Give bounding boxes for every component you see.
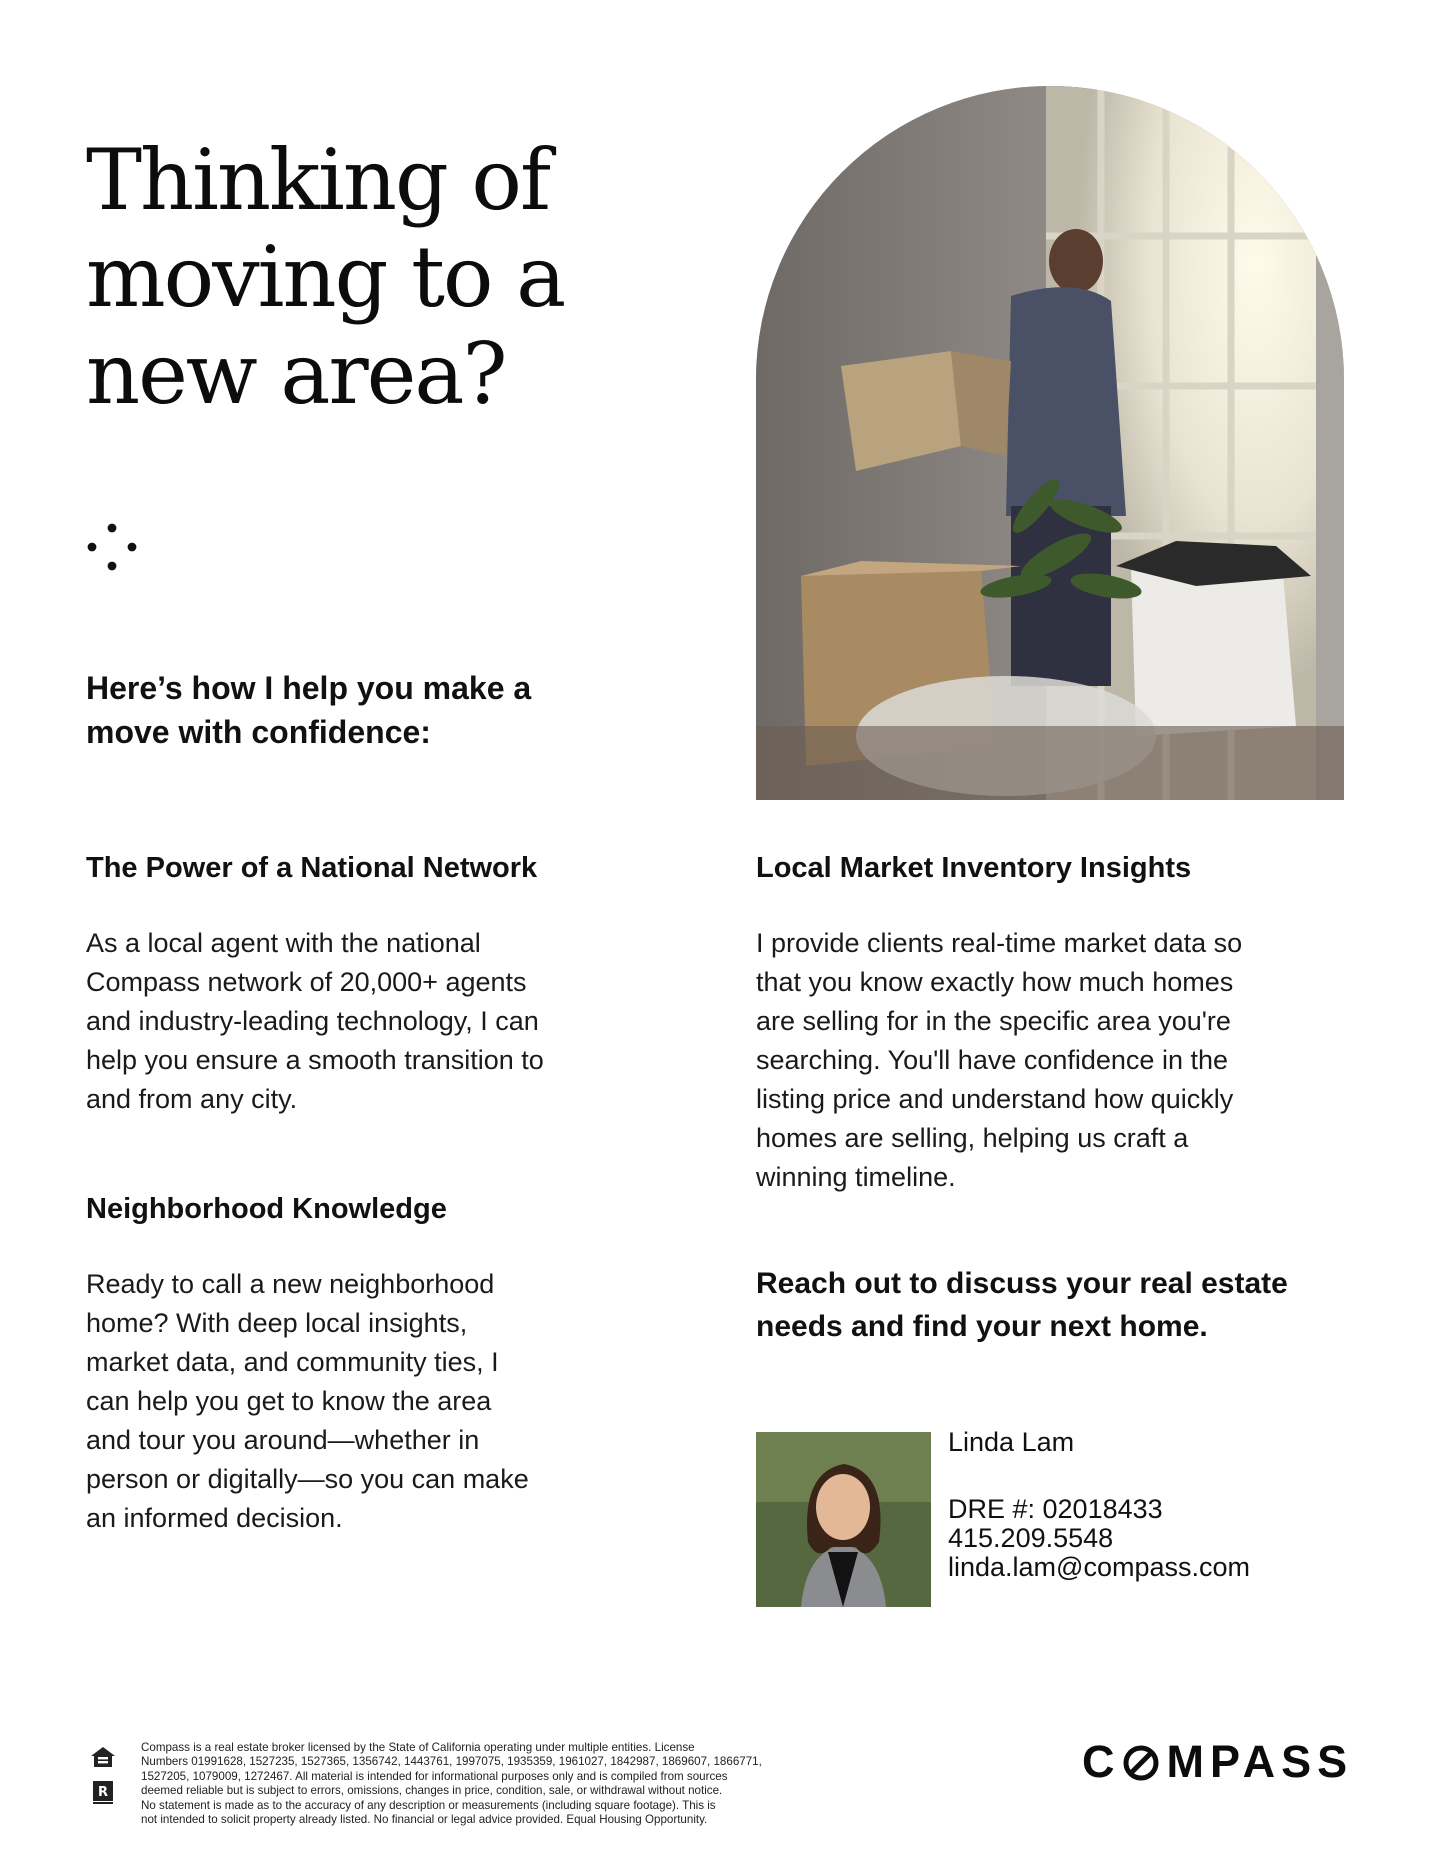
- logo-text-start: C: [1082, 1736, 1121, 1787]
- section-inventory-insights: [756, 850, 1376, 1197]
- moving-photo: [756, 86, 1344, 800]
- moving-photo-illustration: [756, 86, 1344, 800]
- body-line: are selling for in the specific area you're: [756, 1006, 1231, 1036]
- agent-name: Linda Lam: [948, 1427, 1075, 1457]
- body-line: and from any city.: [86, 1084, 298, 1114]
- body-line: As a local agent with the national: [86, 928, 481, 958]
- compass-dots-icon: [86, 522, 138, 574]
- headline: [86, 132, 646, 423]
- body-line: listing price and understand how quickly: [756, 1084, 1234, 1114]
- disclaimer-line: 1527205, 1079009, 1272467. All material is intended for informational purposes only and is compiled from sources: [141, 1769, 728, 1783]
- disclaimer-line: Numbers 01991628, 1527235, 1527365, 1356742, 1443761, 1997075, 1935359, 1961027, 1842987, 1869607, 1866771,: [141, 1755, 762, 1769]
- section-neighborhood-knowledge: [86, 1191, 686, 1538]
- body-line: an informed decision.: [86, 1503, 343, 1533]
- body-line: winning timeline.: [756, 1162, 956, 1192]
- body-line: searching. You'll have confidence in the: [756, 1045, 1228, 1075]
- compass-logo: [1082, 1736, 1354, 1787]
- body-line: home? With deep local insights,: [86, 1308, 468, 1338]
- cta-line: Reach out to discuss your real estate: [756, 1267, 1288, 1300]
- logo-text-end: MPASS: [1166, 1736, 1354, 1787]
- disclaimer-line: not intended to solicit property already listed. No financial or legal advice provided. Equal Housing Opportunity.: [141, 1813, 708, 1827]
- section-body: [86, 1265, 686, 1538]
- disclaimer-line: No statement is made as to the accuracy of any description or measurements (including square footage). This is: [141, 1798, 716, 1812]
- legal-disclaimer: [141, 1741, 881, 1827]
- svg-text:R: R: [97, 1785, 109, 1800]
- headline-line: new area?: [86, 325, 506, 423]
- section-title: Neighborhood Knowledge: [86, 1193, 447, 1225]
- subhead-line: Here’s how I help you make a: [86, 670, 532, 706]
- body-line: that you know exactly how much homes: [756, 967, 1234, 997]
- disclaimer-line: Compass is a real estate broker licensed by the State of California operating under multiple entities. License: [141, 1741, 695, 1754]
- body-line: and tour you around—whether in: [86, 1425, 480, 1455]
- body-line: and industry-leading technology, I can: [86, 1006, 539, 1036]
- body-line: help you ensure a smooth transition to: [86, 1045, 544, 1075]
- section-national-network: [86, 850, 686, 1119]
- cta-line: needs and find your next home.: [756, 1310, 1208, 1343]
- body-line: I provide clients real-time market data so: [756, 928, 1243, 958]
- logo-o-icon: [1121, 1745, 1161, 1781]
- body-line: person or digitally—so you can make: [86, 1464, 529, 1494]
- agent-headshot-illustration: [756, 1432, 931, 1607]
- body-line: Compass network of 20,000+ agents: [86, 967, 527, 997]
- subhead: [86, 666, 646, 754]
- headline-line: Thinking of: [86, 131, 550, 229]
- section-title: The Power of a National Network: [86, 852, 538, 884]
- section-body: [756, 924, 1376, 1197]
- body-line: Ready to call a new neighborhood: [86, 1269, 495, 1299]
- agent-email[interactable]: linda.lam@compass.com: [948, 1552, 1251, 1582]
- realtor-icon: [90, 1780, 116, 1806]
- agent-contact: [948, 1428, 1368, 1582]
- agent-dre: DRE #: 02018433: [948, 1494, 1163, 1524]
- agent-headshot: [756, 1432, 931, 1607]
- equal-housing-icon: [90, 1745, 116, 1771]
- disclaimer-line: deemed reliable but is subject to errors, omissions, changes in price, condition, sale, or withdrawal without notice.: [141, 1784, 723, 1798]
- subhead-line: move with confidence:: [86, 714, 431, 750]
- body-line: homes are selling, helping us craft a: [756, 1123, 1189, 1153]
- section-title: Local Market Inventory Insights: [756, 852, 1192, 884]
- call-to-action: [756, 1262, 1356, 1348]
- body-line: market data, and community ties, I: [86, 1347, 499, 1377]
- headline-line: moving to a: [86, 228, 565, 326]
- footer-icons: [90, 1745, 116, 1811]
- body-line: can help you get to know the area: [86, 1386, 492, 1416]
- section-body: [86, 924, 686, 1119]
- agent-phone[interactable]: 415.209.5548: [948, 1523, 1114, 1553]
